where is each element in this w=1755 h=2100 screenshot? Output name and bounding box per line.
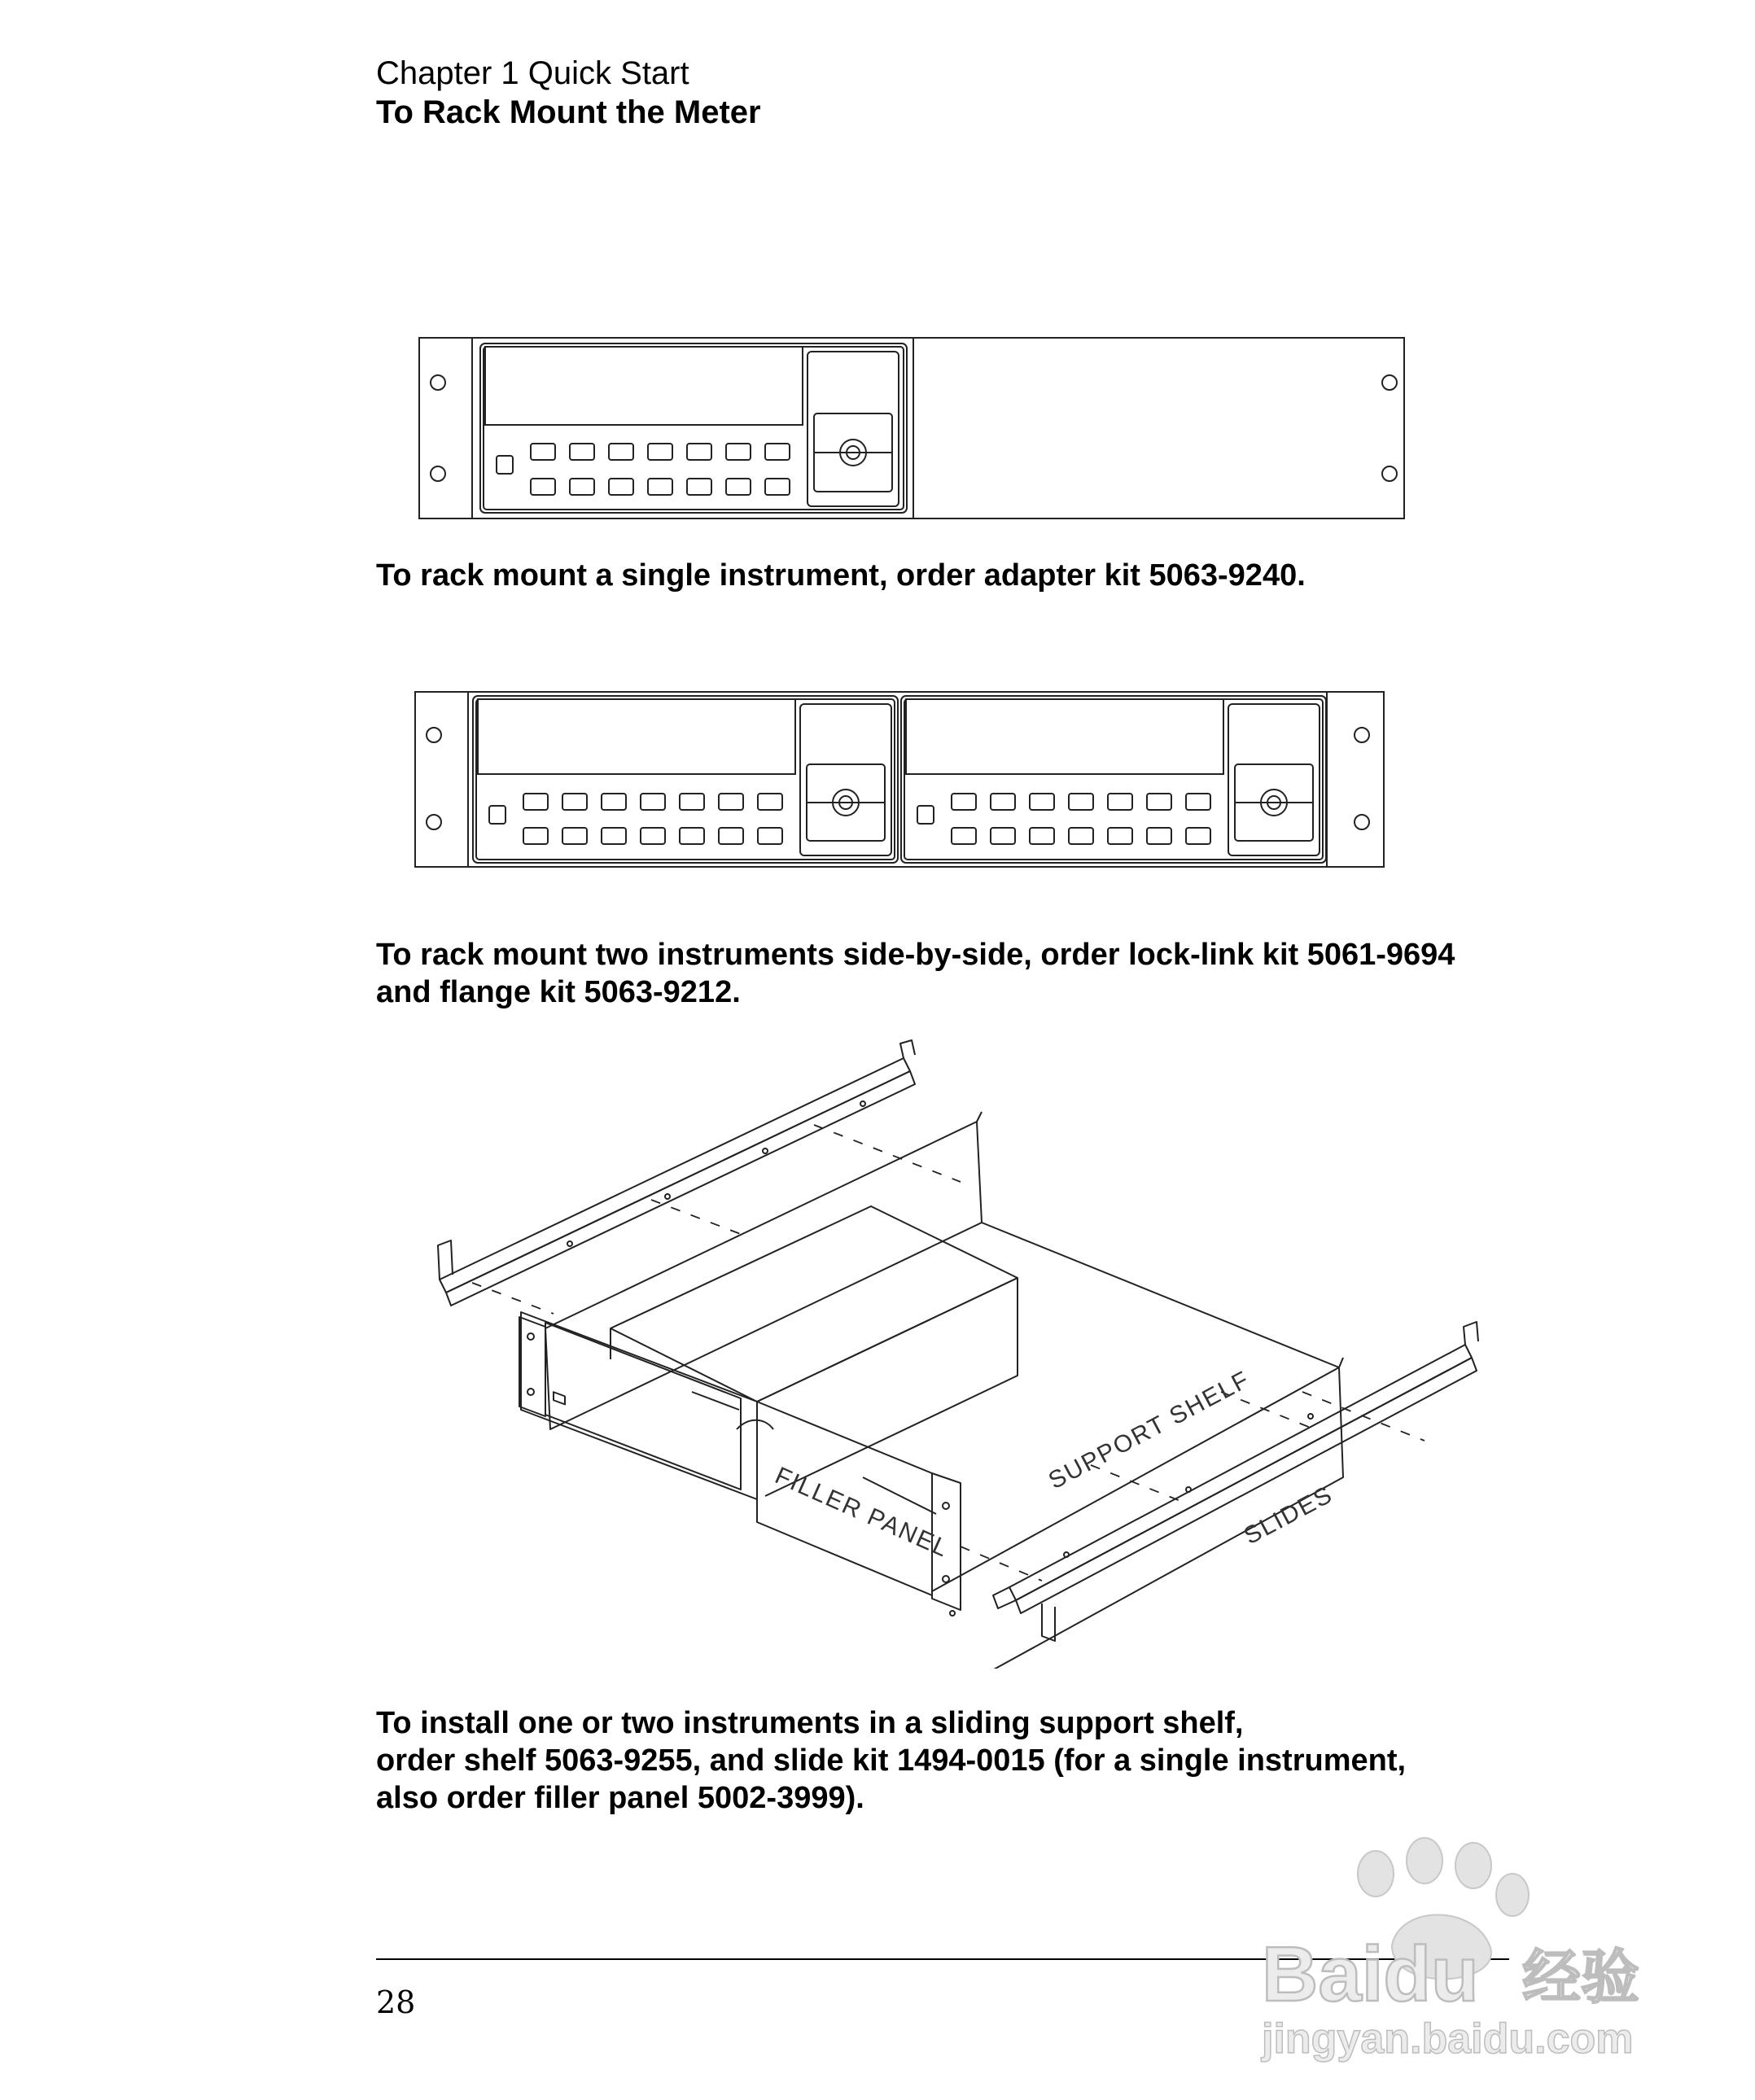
mount-hole-icon <box>427 728 441 742</box>
meter-front-panel <box>901 696 1326 863</box>
watermark-url: jingyan.baidu.com <box>1262 2015 1634 2063</box>
mount-hole-icon <box>527 1333 534 1340</box>
mount-hole-icon <box>1355 815 1369 829</box>
single-instrument-caption: To rack mount a single instrument, order adapter kit 5063-9240. <box>376 558 1306 593</box>
caption-line: and flange kit 5063-9212. <box>376 975 741 1009</box>
side-by-side-caption <box>376 936 1455 1011</box>
mount-hole-icon <box>431 375 445 390</box>
watermark-brand: Baidu <box>1262 1931 1479 2018</box>
meter-display <box>478 699 795 774</box>
section-title: To Rack Mount the Meter <box>376 94 761 130</box>
filler-panel-label: FILLER PANEL <box>771 1462 953 1564</box>
mount-hole-icon <box>431 466 445 481</box>
terminal-panel <box>807 352 899 506</box>
side-by-side-rack-figure <box>411 688 1388 875</box>
mount-hole-icon <box>427 815 441 829</box>
mount-hole-icon <box>1355 728 1369 742</box>
support-shelf-caption <box>376 1704 1406 1817</box>
meter-keypad <box>531 444 790 495</box>
single-instrument-rack-figure <box>415 334 1416 529</box>
caption-line: To install one or two instruments in a sliding support shelf, <box>376 1706 1244 1740</box>
support-shelf-label: SUPPORT SHELF <box>1044 1365 1255 1495</box>
mount-hole-icon <box>527 1389 534 1395</box>
meter-display <box>906 699 1223 774</box>
page-number: 28 <box>376 1984 416 2020</box>
mount-hole-icon <box>943 1503 949 1509</box>
meter-display <box>485 347 803 425</box>
chapter-heading: Chapter 1 Quick Start <box>376 55 689 91</box>
shelf-meter-front <box>521 1312 757 1499</box>
mount-hole-icon <box>1382 375 1397 390</box>
shelf-back-wall <box>545 1122 982 1429</box>
slides-label: SLIDES <box>1239 1481 1338 1551</box>
mount-hole-icon <box>1382 466 1397 481</box>
meter-front-panel <box>480 343 907 513</box>
support-shelf-figure <box>423 1034 1498 1669</box>
caption-line: also order filler panel 5002-3999). <box>376 1781 864 1815</box>
baidu-watermark <box>1245 1823 1677 2067</box>
watermark-brand-suffix: 经验 <box>1522 1945 1640 2010</box>
meter-front-panel <box>473 696 898 863</box>
instrument-box <box>611 1206 1018 1496</box>
caption-line: To rack mount two instruments side-by-side, order lock-link kit 5061-9694 <box>376 938 1455 972</box>
rack-adapter-frame <box>419 338 1404 518</box>
mount-hole-icon <box>943 1576 949 1582</box>
caption-line: order shelf 5063-9255, and slide kit 1494-0015 (for a single instrument, <box>376 1743 1407 1778</box>
